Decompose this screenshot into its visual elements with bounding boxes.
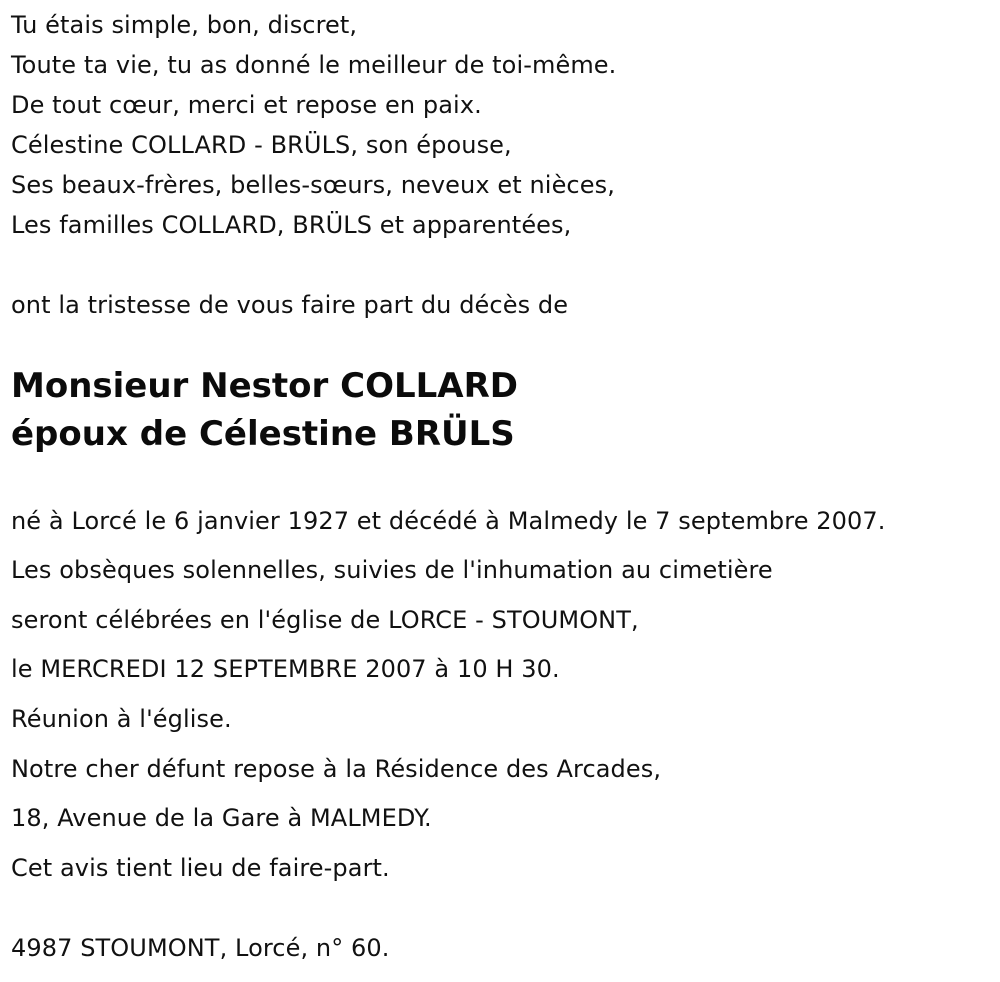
deceased-name: Monsieur Nestor COLLARD bbox=[11, 366, 519, 406]
announcement-line: ont la tristesse de vous faire part du décès de bbox=[11, 291, 569, 319]
details-line-5: Réunion à l'église. bbox=[11, 705, 232, 733]
details-line-2: Les obsèques solennelles, suivies de l'inhumation au cimetière bbox=[11, 556, 773, 584]
details-line-8: Cet avis tient lieu de faire-part. bbox=[11, 854, 390, 882]
details-line-4: le MERCREDI 12 SEPTEMBRE 2007 à 10 H 30. bbox=[11, 655, 560, 683]
details-line-6: Notre cher défunt repose à la Résidence des Arcades, bbox=[11, 755, 662, 783]
deceased-spouse: époux de Célestine BRÜLS bbox=[11, 414, 515, 454]
details-line-1: né à Lorcé le 6 janvier 1927 et décédé à Malmedy le 7 septembre 2007. bbox=[11, 507, 886, 535]
intro-line-2: Toute ta vie, tu as donné le meilleur de toi-même. bbox=[11, 51, 617, 79]
details-line-3: seront célébrées en l'église de LORCE - STOUMONT, bbox=[11, 606, 639, 634]
intro-line-1: Tu étais simple, bon, discret, bbox=[11, 11, 358, 39]
address-line: 4987 STOUMONT, Lorcé, n° 60. bbox=[11, 934, 390, 962]
intro-line-3: De tout cœur, merci et repose en paix. bbox=[11, 91, 482, 119]
intro-line-5: Ses beaux-frères, belles-sœurs, neveux et nièces, bbox=[11, 171, 615, 199]
details-line-7: 18, Avenue de la Gare à MALMEDY. bbox=[11, 804, 432, 832]
intro-line-6: Les familles COLLARD, BRÜLS et apparentées, bbox=[11, 211, 572, 239]
intro-line-4: Célestine COLLARD - BRÜLS, son épouse, bbox=[11, 131, 512, 159]
